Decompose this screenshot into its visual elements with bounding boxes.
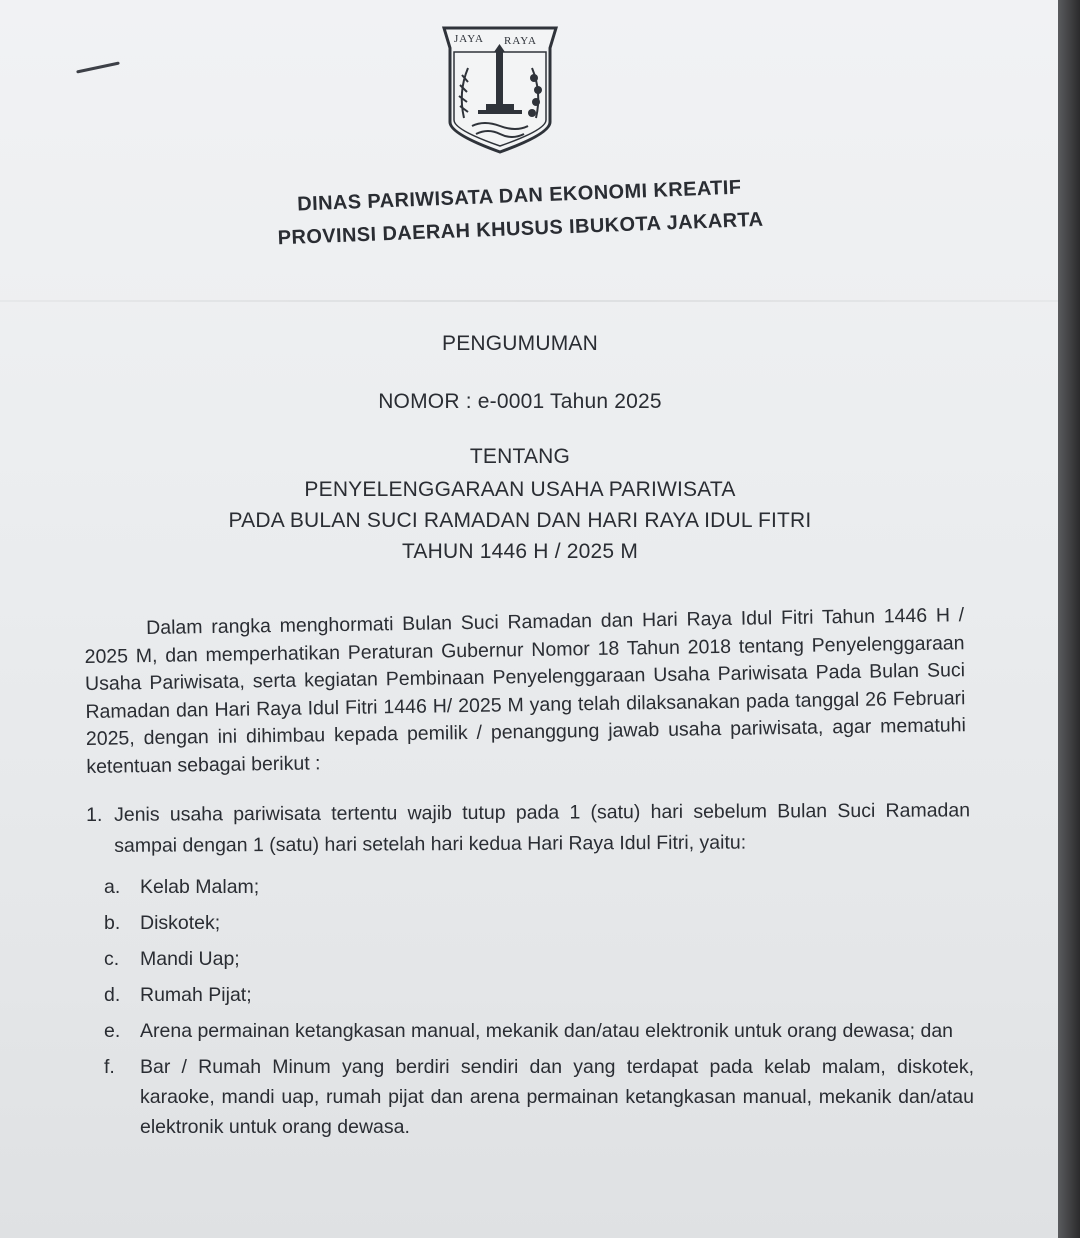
subject-line-2: PADA BULAN SUCI RAMADAN DAN HARI RAYA IDUL FITRI (228, 509, 812, 532)
list-item (104, 908, 974, 938)
subject-line-3: TAHUN 1446 H / 2025 M (401, 540, 639, 563)
list-item (104, 944, 974, 974)
list-item-marker: a. (104, 876, 121, 898)
list-item-text: Rumah Pijat; (140, 984, 252, 1006)
announcement-number: NOMOR : e-0001 Tahun 2025 (378, 390, 662, 413)
emblem-motto-left: JAYA (454, 33, 484, 45)
list-item-text: Kelab Malam; (140, 876, 260, 898)
jakarta-emblem-logo (438, 22, 562, 154)
list-item-text: Arena permainan ketangkasan manual, mekanik dan/atau elektronik untuk orang dewasa; dan (140, 1020, 954, 1042)
list-item-marker: f. (104, 1056, 115, 1078)
numbered-point-1 (86, 795, 970, 862)
list-item-text: Bar / Rumah Minum yang berdiri sendiri dan yang terdapat pada kelab malam, diskotek, karaoke, mandi uap, rumah pijat dan arena permainan ketangkasan manual, mekanik dan/atau elektronik untuk orang dewasa. (140, 1056, 974, 1138)
agency-name: DINAS PARIWISATA DAN EKONOMI KREATIF (296, 176, 742, 216)
pen-mark (76, 61, 120, 73)
agency-header (249, 170, 791, 257)
list-item-marker: b. (104, 912, 121, 934)
list-item-marker: d. (104, 984, 121, 1006)
closure-business-list (104, 872, 974, 1148)
list-item-marker: c. (104, 948, 120, 970)
list-item (104, 1016, 974, 1046)
announcement-subject (200, 474, 840, 567)
list-item (104, 872, 974, 902)
paper-fold-crease (0, 300, 1060, 302)
agency-province: PROVINSI DAERAH KHUSUS IBUKOTA JAKARTA (277, 208, 764, 250)
list-item-text: Diskotek; (140, 912, 221, 934)
announcement-title: PENGUMUMAN (441, 332, 598, 355)
background-edge (1058, 0, 1080, 1238)
intro-paragraph: Dalam rangka menghormati Bulan Suci Ramadan dan Hari Raya Idul Fitri Tahun 1446 H / 2025 M, dan memperhatikan Peraturan Gubernur Nomor 18 Tahun 2018 tentang Penyelenggaraan Usaha Pariwisata, serta kegiatan Pembinaan Penyelenggaraan Usaha Pariwisata Pada Bulan Suci Ramadan dan Hari Raya Idul Fitri 1446 H/ 2025 M yang telah dilaksanakan pada tanggal 26 Februari 2025, dengan ini dihimbau kepada pemilik / penanggung jawab usaha pariwisata, agar mematuhi ketentuan sebagai berikut : (84, 604, 966, 778)
list-item-text: Mandi Uap; (140, 948, 240, 970)
point-1-text: Jenis usaha pariwisata tertentu wajib tutup pada 1 (satu) hari sebelum Bulan Suci Ramadan sampai dengan 1 (satu) hari setelah hari kedua Hari Raya Idul Fitri, yaitu: (114, 799, 971, 857)
list-item (104, 980, 974, 1010)
point-1-marker: 1. (86, 803, 103, 826)
list-item (104, 1052, 974, 1142)
subject-line-1: PENYELENGGARAAN USAHA PARIWISATA (304, 478, 736, 501)
announcement-about: TENTANG (469, 445, 571, 468)
list-item-marker: e. (104, 1020, 121, 1042)
emblem-motto-right: RAYA (504, 35, 537, 47)
